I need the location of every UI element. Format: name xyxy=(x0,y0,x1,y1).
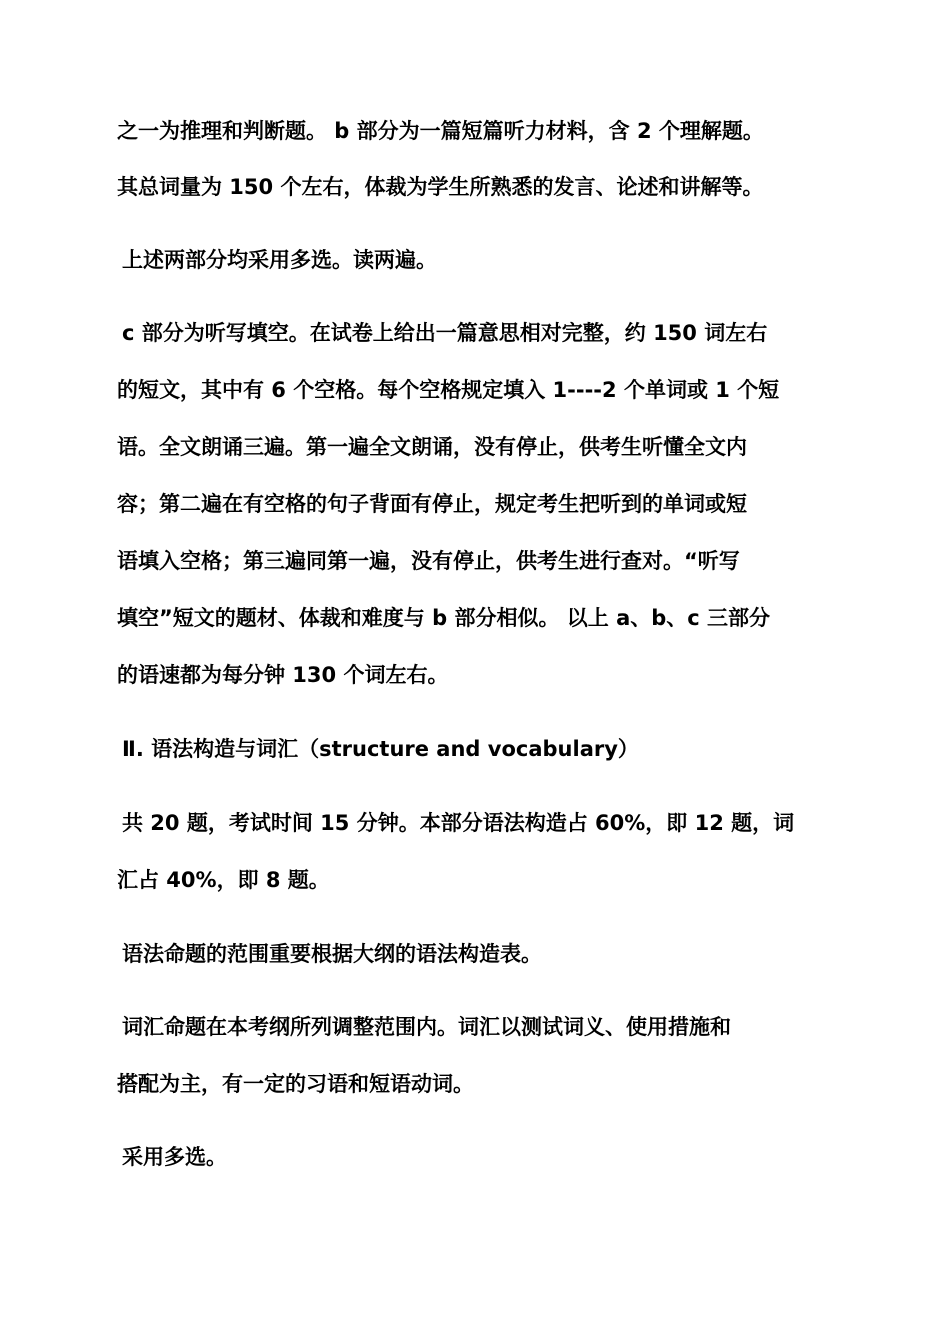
section-heading: Ⅱ. 语法构造与词汇（structure and vocabulary） xyxy=(122,737,639,761)
paragraph-line: 语法命题的范围重要根据大纲的语法构造表。 xyxy=(122,942,542,966)
paragraph-line: 之一为推理和判断题。 b 部分为一篇短篇听力材料，含 2 个理解题。 xyxy=(117,119,764,143)
paragraph-line: 容；第二遍在有空格的句子背面有停止，规定考生把听到的单词或短 xyxy=(117,492,747,516)
paragraph-line: 其总词量为 150 个左右，体裁为学生所熟悉的发言、论述和讲解等。 xyxy=(117,175,764,199)
paragraph-line: 共 20 题，考试时间 15 分钟。本部分语法构造占 60%，即 12 题，词 xyxy=(122,811,795,835)
paragraph-line: 上述两部分均采用多选。读两遍。 xyxy=(122,248,437,272)
paragraph-line: 采用多选。 xyxy=(122,1145,227,1169)
paragraph-line: 搭配为主，有一定的习语和短语动词。 xyxy=(117,1072,474,1096)
paragraph-line: 词汇命题在本考纲所列调整范围内。词汇以测试词义、使用措施和 xyxy=(122,1015,731,1039)
paragraph-line: c 部分为听写填空。在试卷上给出一篇意思相对完整，约 150 词左右 xyxy=(122,321,768,345)
paragraph-line: 汇占 40%，即 8 题。 xyxy=(117,868,330,892)
paragraph-line: 的短文，其中有 6 个空格。每个空格规定填入 1----2 个单词或 1 个短 xyxy=(117,378,780,402)
paragraph-line: 填空”短文的题材、体裁和难度与 b 部分相似。 以上 a、b、c 三部分 xyxy=(117,606,771,630)
paragraph-line: 的语速都为每分钟 130 个词左右。 xyxy=(117,663,449,687)
paragraph-line: 语填入空格；第三遍同第一遍，没有停止，供考生进行查对。“听写 xyxy=(117,549,740,573)
paragraph-line: 语。全文朗诵三遍。第一遍全文朗诵，没有停止，供考生听懂全文内 xyxy=(117,435,747,459)
